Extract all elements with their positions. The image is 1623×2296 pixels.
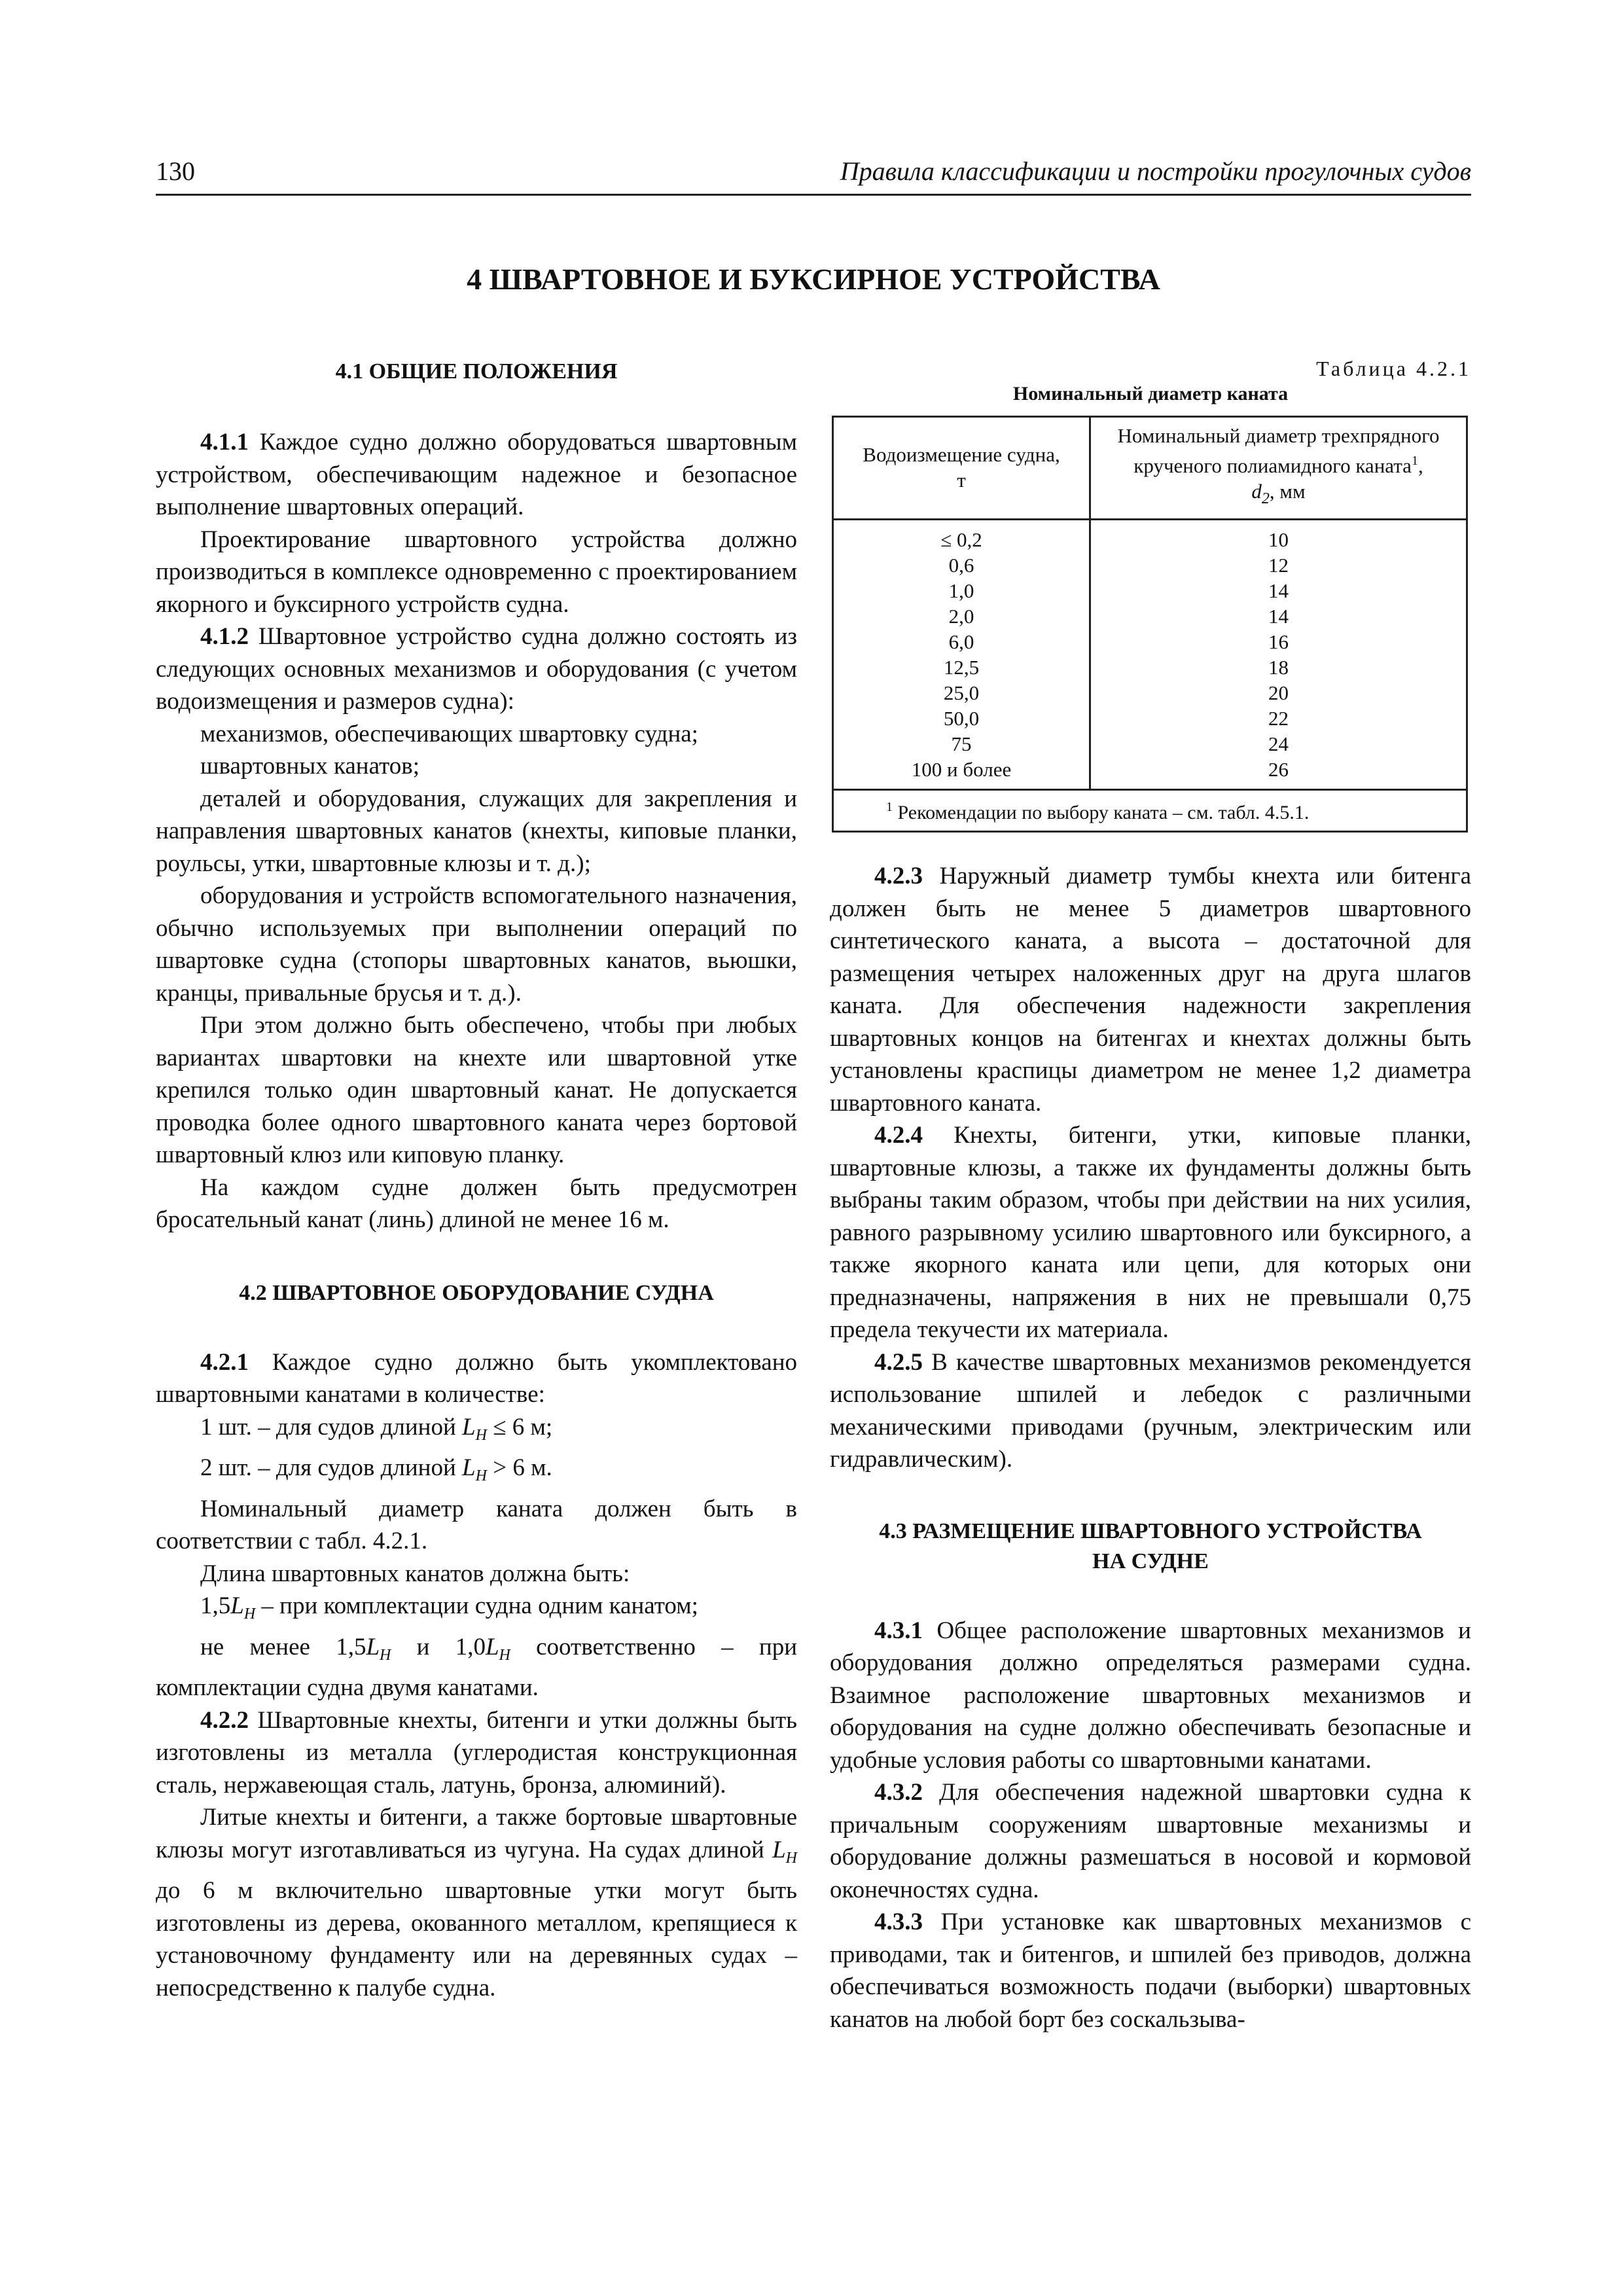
list-item: не менее $1,5L_H$ и $1,0L_H$ соответственно – при комплектации судна двумя канатами. [156, 1633, 797, 1701]
table-row [833, 603, 1467, 629]
cell-displacement: 100 и более [833, 757, 1090, 790]
cell-displacement: ≤ 0,2 [833, 520, 1090, 553]
chapter-title: 4 ШВАРТОВНОЕ И БУКСИРНОЕ УСТРОЙСТВА [467, 262, 1160, 296]
paragraph-text: Наружный диаметр тумбы кнехта или битенга должен быть не менее 5 диаметров швартовного синтетического каната, а высота – достаточной для размещения четырех наложенных друг на друга шлагов каната. Для обеспечения надежности закрепления швартовных концов на битенгах и кнехтах должны быть установлены краспицы диаметром не менее 1,2 диаметра швартовного каната. [830, 863, 1471, 1117]
page-header [156, 154, 1471, 196]
cell-displacement: 1,0 [833, 578, 1090, 603]
paragraph-text: Номинальный диаметр каната должен быть в соответствии с табл. 4.2.1. [156, 1495, 797, 1554]
list-item: 1 шт. – для судов длиной $L_H \le 6$ м; [200, 1413, 553, 1444]
cell-diameter: 22 [1090, 706, 1467, 731]
clause-number: 4.2.3 [874, 863, 923, 889]
paragraph-4-2-1 [156, 1346, 797, 1411]
cell-displacement: 12,5 [833, 655, 1090, 680]
list-item: $1,5L_H$ – при комплектации судна одним канатом; [200, 1592, 698, 1623]
paragraph-text: Для обеспечения надежной швартовки судна к причальным сооружениям швартовные механизмы и оборудование должны размешаться в носовой и кормовой оконечностях судна. [830, 1779, 1471, 1903]
table-row [833, 680, 1467, 706]
left-column [156, 350, 797, 2004]
clause-number: 4.3.1 [874, 1617, 923, 1644]
cell-displacement: 6,0 [833, 629, 1090, 655]
section-title-4-3: 4.3 РАЗМЕЩЕНИЕ ШВАРТОВНОГО УСТРОЙСТВА НА СУДНЕ [879, 1518, 1422, 1573]
clause-number: 4.3.3 [874, 1909, 923, 1935]
paragraph-4-2-5 [830, 1346, 1471, 1476]
cell-diameter: 24 [1090, 731, 1467, 757]
list-item: механизмов, обеспечивающих швартовку судна; [200, 720, 698, 747]
cell-displacement: 0,6 [833, 552, 1090, 578]
clause-number: 4.1.1 [200, 429, 249, 456]
table-row [833, 655, 1467, 680]
clause-number: 4.3.2 [874, 1779, 923, 1806]
clause-number: 4.1.2 [200, 623, 249, 650]
cell-diameter: 14 [1090, 578, 1467, 603]
clause-number: 4.2.4 [874, 1122, 923, 1149]
paragraph-text: На каждом судне должен быть предусмотрен бросательный канат (линь) длиной не менее 16 м. [156, 1174, 797, 1233]
table-header-diameter: Номинальный диаметр трехпрядного крученого полиамидного каната$^1$, $d_2$, мм [1090, 417, 1467, 520]
table-caption: Таблица 4.2.1 [1316, 357, 1471, 380]
table-title: Номинальный диаметр каната [1012, 383, 1289, 404]
table-row [833, 552, 1467, 578]
cell-displacement: 2,0 [833, 603, 1090, 629]
table-row [833, 731, 1467, 757]
rope-diameter-table [832, 416, 1468, 833]
cell-diameter: 20 [1090, 680, 1467, 706]
section-title-4-1: 4.1 ОБЩИЕ ПОЛОЖЕНИЯ [335, 359, 618, 384]
clause-number: 4.2.1 [200, 1348, 249, 1376]
list-item: 2 шт. – для судов длиной $L_H > 6$ м. [200, 1454, 552, 1484]
paragraph-text: Кнехты, битенги, утки, киповые планки, швартовные клюзы, а также их фундаменты должны быть выбраны таким образом, чтобы при действии на них усилия, равного разрывному усилию швартовного или буксирного, а также якорного каната или цепи, для которых они предназначены, напряжения в них не превышали 0,75 предела текучести их материала. [830, 1122, 1471, 1343]
list-item: оборудования и устройств вспомогательного назначения, обычно используемых при выполнении операций по швартовке судна (стопоры швартовных канатов, вьюшки, кранцы, привальные брусья и т. д.). [156, 882, 797, 1007]
paragraph-4-1-1 [156, 426, 797, 524]
paragraph-text: Швартовные кнехты, битенги и утки должны быть изготовлены из металла (углеродистая конструкционная сталь, нержавеющая сталь, латунь, бронза, алюминий). [156, 1706, 797, 1799]
paragraph-text: Общее расположение швартовных механизмов и оборудования должно определяться размерами судна. Взаимное расположение швартовных механизмов и оборудования на судне должно обеспечивать безопасные и удобные условия работы со швартовными канатами. [830, 1617, 1471, 1774]
table-row [833, 757, 1467, 790]
table-row [833, 520, 1467, 553]
list-item: деталей и оборудования, служащих для закрепления и направления швартовных канатов (кнехты, киповые планки, роульсы, утки, швартовные клюзы и т. д.); [156, 785, 797, 877]
cell-diameter: 16 [1090, 629, 1467, 655]
list-item: швартовных канатов; [200, 753, 420, 780]
cell-displacement: 75 [833, 731, 1090, 757]
cell-diameter: 12 [1090, 552, 1467, 578]
paragraph-text: Длина швартовных канатов должна быть: [200, 1560, 630, 1587]
paragraph-text: Проектирование швартовного устройства должно производиться в комплексе одновременно с проектированием якорного и буксирного устройств судна. [156, 526, 797, 618]
paragraph-4-1-2 [156, 620, 797, 718]
right-column [830, 350, 1471, 2036]
table-header-displacement: Водоизмещение судна, т [833, 417, 1090, 520]
clause-number: 4.2.2 [200, 1706, 249, 1734]
cell-diameter: 26 [1090, 757, 1467, 790]
paragraph-4-3-1 [830, 1615, 1471, 1777]
cell-diameter: 14 [1090, 603, 1467, 629]
table-row [833, 706, 1467, 731]
paragraph-text: Каждое судно должно оборудоваться швартовным устройством, обеспечивающим надежное и безопасное выполнение швартовных операций. [156, 429, 797, 520]
table-row [833, 578, 1467, 603]
paragraph-text: При этом должно быть обеспечено, чтобы при любых вариантах швартовки на кнехте или швартовной утке крепился только один швартовный канат. Не допускается проводка более одного швартовного каната через бортовой швартовный клюз или киповую планку. [156, 1012, 797, 1168]
table-footnote: $^1$ Рекомендации по выбору каната – см. табл. 4.5.1. [833, 790, 1467, 832]
paragraph-text: Каждое судно должно быть укомплектовано швартовными канатами в количестве: [156, 1348, 797, 1408]
paragraph-4-2-3 [830, 860, 1471, 1119]
paragraph-4-2-4 [830, 1119, 1471, 1346]
paragraph-4-3-3 [830, 1906, 1471, 2036]
paragraph-text: Швартовное устройство судна должно состоять из следующих основных механизмов и оборудования (с учетом водоизмещения и размеров судна): [156, 623, 797, 715]
cell-diameter: 18 [1090, 655, 1467, 680]
cell-displacement: 50,0 [833, 706, 1090, 731]
paragraph-text: Литые кнехты и битенги, а также бортовые швартовные клюзы могут изготавливаться из чугуна. На судах длиной $L_H$ до 6 м включительно швартовные утки могут быть изготовлены из дерева, окованного металлом, крепящиеся к установочному фундаменту или на деревянных судах – непосредственно к палубе судна. [156, 1804, 797, 2001]
table-row [833, 629, 1467, 655]
page-number: 130 [156, 156, 195, 186]
paragraph-4-2-2 [156, 1704, 797, 1802]
paragraph-4-3-2 [830, 1776, 1471, 1906]
section-title-4-2: 4.2 ШВАРТОВНОЕ ОБОРУДОВАНИЕ СУДНА [239, 1280, 714, 1305]
cell-diameter: 10 [1090, 520, 1467, 553]
paragraph-text: При установке как швартовных механизмов с приводами, так и битенгов, и шпилей без приводов, должна обеспечиваться возможность подачи (выборки) швартовных канатов на любой борт без соскальзыва- [830, 1909, 1471, 2033]
clause-number: 4.2.5 [874, 1348, 923, 1376]
paragraph-text: В качестве швартовных механизмов рекомендуется использование шпилей и лебедок с различными механическими приводами (ручным, электрическим или гидравлическим). [830, 1348, 1471, 1473]
running-title: Правила классификации и постройки прогулочных судов [840, 156, 1471, 186]
cell-displacement: 25,0 [833, 680, 1090, 706]
